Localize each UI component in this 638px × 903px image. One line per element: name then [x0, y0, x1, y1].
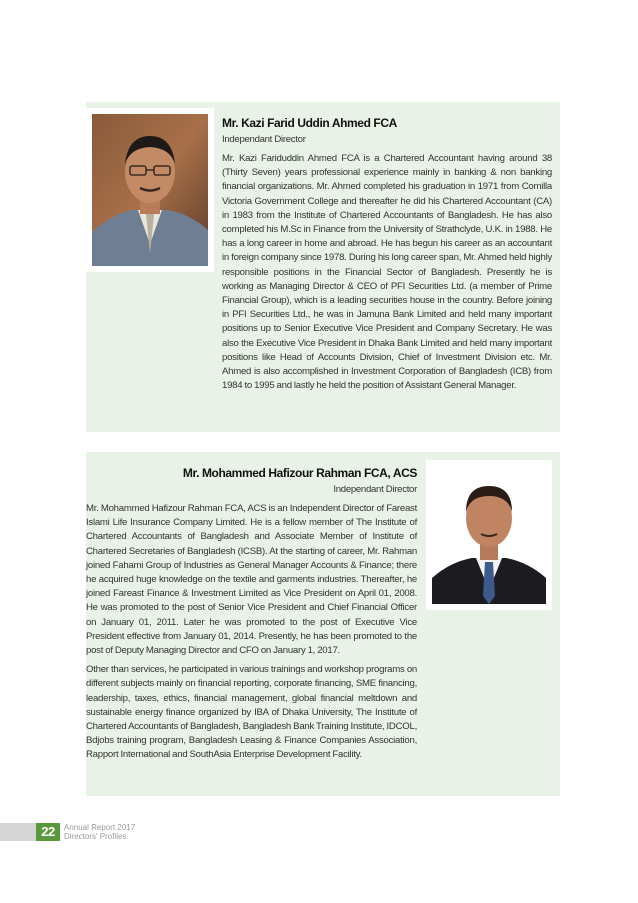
page-footer	[0, 823, 140, 841]
director-title: Independant Director	[222, 134, 306, 145]
director-photo-frame	[86, 108, 214, 272]
director-bio: Mr. Mohammed Hafizour Rahman FCA, ACS is an Independent Director of Fareast Islami Life Insurance Company Limited. He is a fellow member of The Institute of Chartered Accountants of Bangladesh and Associate Member of Institute of Chartered Secretaries of Bangladesh (ICSB). At the starting of career, Mr. Rahman joined Fahami Group of Industries as General Manager Accounts & Finance; there he acquired huge knowledge on the textile and garments industries. Thereafter, he joined Fareast Finance & Investment Limited as Vice President on April 01, 2008. He was promoted to the post of Senior Vice President and Chief Financial Officer on January 01, 2011. Later he was promoted to the post of Executive Vice President effective from January 01, 2014. Presently, he has been promoted to the post of Deputy Managing Director and CFO on January 1, 2017.	[86, 503, 417, 657]
director-profile-card	[86, 102, 560, 432]
director-bio-training: Other than services, he participated in various trainings and workshop programs on different subjects mainly on financial reporting, corporate financing, SME financing, leadership, taxes, ethics, financial management, global financial meltdown and sustainable energy finance organized by IBA of Dhaka University, The Institute of Chartered Accountants of Bangladesh, Bangladesh Bank Training Institute, IDCOL, Bdjobs training program, Bangladesh Leasing & Finance Companies Association, Rapport International and SouthAsia Enterprise Development Facility.	[86, 664, 417, 761]
director-photo	[432, 466, 546, 604]
footer-accent-bar	[0, 823, 36, 841]
director-name: Mr. Mohammed Hafizour Rahman FCA, ACS	[182, 466, 417, 480]
director-photo-frame	[426, 460, 552, 610]
footer-text	[64, 823, 135, 841]
page-number: 22	[36, 823, 60, 841]
director-photo	[92, 114, 208, 266]
director-profile-card	[86, 452, 560, 796]
director-bio: Mr. Kazi Fariduddin Ahmed FCA is a Chartered Accountant having around 38 (Thirty Seven) years professional experience mainly in banking & non banking financial organizations. Mr. Ahmed completed his graduation in 1971 from Comilla Victoria Government College and thereafter he did his Chartered Accountant (CA) in 1983 from the Institute of Chartered Accountants of Bangladesh. He has also completed his M.Sc in Finance from the University of Strathclyde, U.K. in 1988. He has a long career in home and abroad. He has begun his career as an accountant in foreign company since 1978. During his long career span, Mr. Ahmed held highly responsible positions in the Financial Sector of Bangladesh. Presently he is working as Managing Director & CEO of PFI Securities Ltd. (a member of Prime Financial Group), which is a leading securities house in the country. Before joining in PFI Securities Ltd., he was in Jamuna Bank Limited and held many important positions up to Senior Executive Vice President and Company Secretary. He was also the Executive Vice President in Dhaka Bank Limited and held many important positions like Head of Accounts Division, Chief of Investment Division etc. Mr. Ahmed is also accomplished in Investment Corporation of Bangladesh (ICB) from 1984 to 1995 and lastly he held the position of Assistant General Manager.	[222, 153, 552, 392]
director-title: Independant Director	[333, 484, 417, 495]
section-name: Directors' Profiles	[64, 832, 127, 841]
director-name: Mr. Kazi Farid Uddin Ahmed FCA	[222, 116, 397, 130]
report-name: Annual Report 2017	[64, 823, 136, 832]
